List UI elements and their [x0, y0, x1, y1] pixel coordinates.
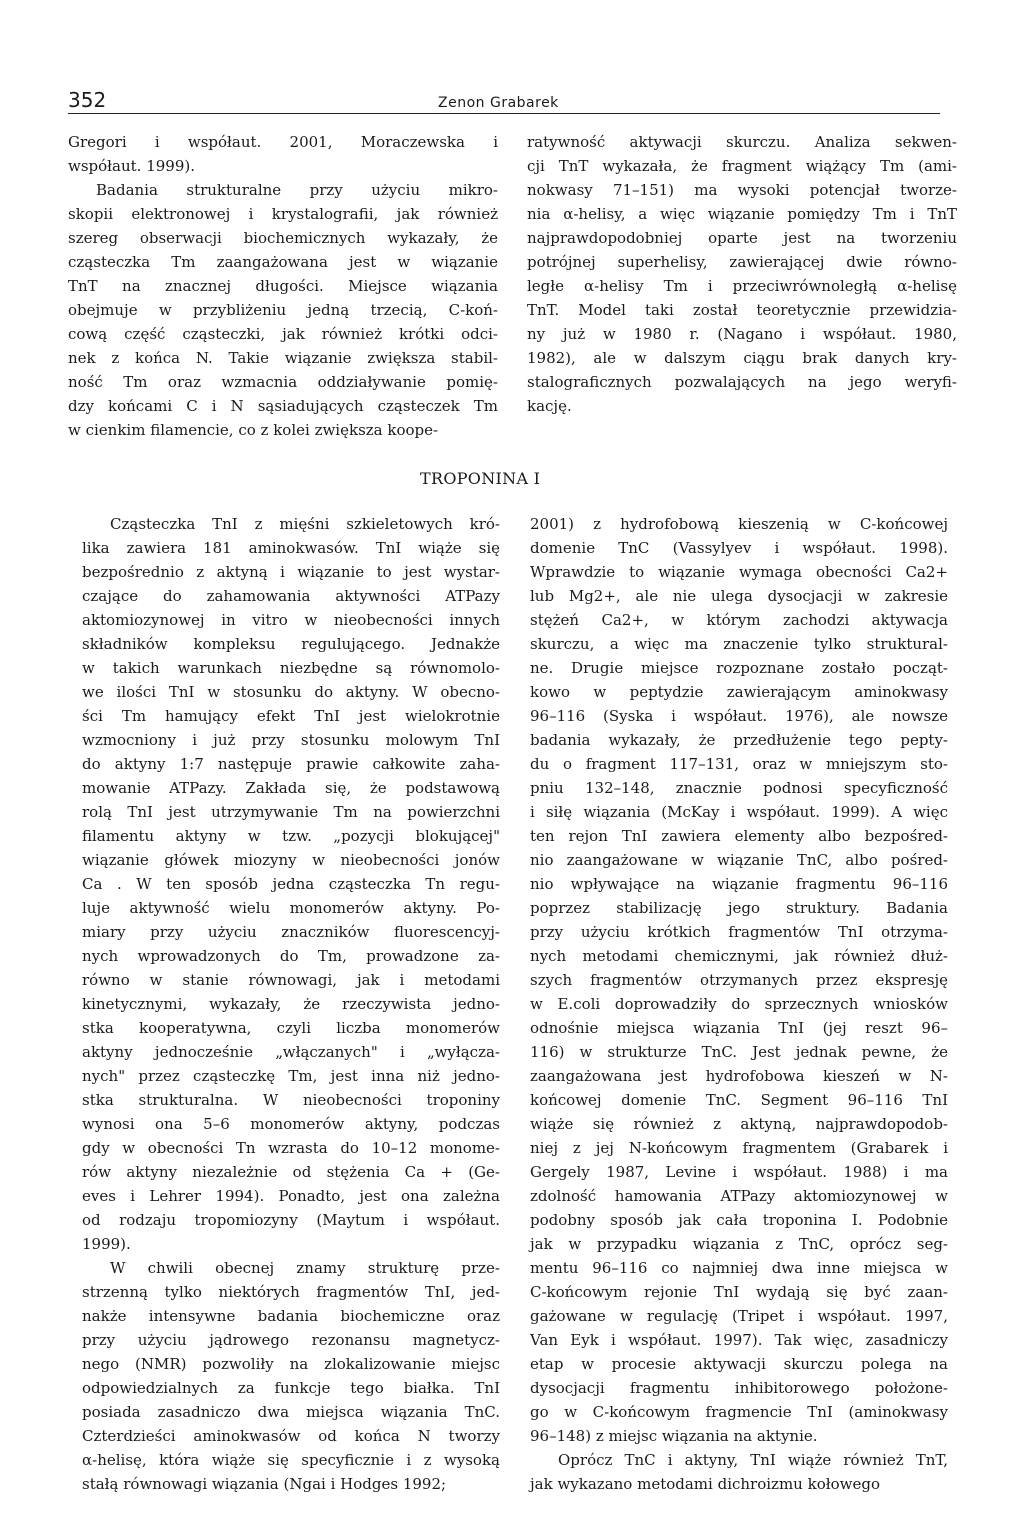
text-line: du o fragment 117–131, oraz w mniejszym sto-	[530, 755, 948, 773]
text-line: filamentu aktyny w tzw. „pozycji blokującej"	[82, 827, 500, 845]
text-line: skurczu, a więc ma znaczenie tylko struktural-	[530, 635, 948, 653]
text-line: obejmuje w przybliżeniu jedną trzecią, C-koń-	[68, 301, 498, 319]
text-line: Gergely 1987, Levine i współaut. 1988) i ma	[530, 1163, 948, 1181]
text-line: 1999).	[82, 1235, 131, 1253]
text-line: aktyny jednocześnie „włączanych" i „wyłącza-	[82, 1043, 500, 1061]
text-line: czające do zahamowania aktywności ATPazy	[82, 587, 500, 605]
column-top-right	[527, 130, 957, 418]
text-line: ległe α-helisy Tm i przeciwrównoległą α-helisę	[527, 277, 957, 295]
text-line: do aktyny 1:7 następuje prawie całkowite zaha-	[82, 755, 500, 773]
text-line: nokwasy 71–151) ma wysoki potencjał tworze-	[527, 181, 957, 199]
text-line: lika zawiera 181 aminokwasów. TnI wiąże się	[82, 539, 500, 557]
text-line: rolą TnI jest utrzymywanie Tm na powierzchni	[82, 803, 500, 821]
page-number: 352	[68, 88, 107, 112]
text-line: posiada zasadniczo dwa miejsca wiązania TnC.	[82, 1403, 500, 1421]
text-line: ny już w 1980 r. (Nagano i współaut. 1980,	[527, 325, 957, 343]
text-line: nych" przez cząsteczkę Tm, jest inna niż jedno-	[82, 1067, 500, 1085]
text-line: nio wpływające na wiązanie fragmentu 96–116	[530, 875, 948, 893]
text-line: szych fragmentów otrzymanych przez ekspresję	[530, 971, 948, 989]
text-line: kowo w peptydzie zawierającym aminokwasy	[530, 683, 948, 701]
text-line: ści Tm hamujący efekt TnI jest wielokrotnie	[82, 707, 500, 725]
text-line: ność Tm oraz wzmacnia oddziaływanie pomię-	[68, 373, 498, 391]
text-line: zdolność hamowania ATPazy aktomiozynowej w	[530, 1187, 948, 1205]
text-line: Badania strukturalne przy użyciu mikro-	[96, 181, 498, 199]
text-line: gdy w obecności Tn wzrasta do 10–12 monome-	[82, 1139, 500, 1157]
text-line: wzmocniony i już przy stosunku molowym TnI	[82, 731, 500, 749]
text-line: luje aktywność wielu monomerów aktyny. Po-	[82, 899, 500, 917]
running-head: Zenon Grabarek	[438, 95, 559, 111]
text-line: skopii elektronowej i krystalografii, jak również	[68, 205, 498, 223]
text-line: stałą równowagi wiązania (Ngai i Hodges 1992;	[82, 1475, 447, 1493]
text-line: wynosi ona 5–6 monomerów aktyny, podczas	[82, 1115, 500, 1133]
text-line: stalograficznych pozwalających na jego weryfi-	[527, 373, 957, 391]
column-top-left	[68, 130, 498, 442]
text-line: pniu 132–148, znacznie podnosi specyficzność	[530, 779, 948, 797]
text-line: Ca . W ten sposób jedna cząsteczka Tn regu-	[82, 875, 500, 893]
text-line: najprawdopodobniej oparte jest na tworzeniu	[527, 229, 957, 247]
text-line: W chwili obecnej znamy strukturę prze-	[110, 1259, 500, 1277]
text-line: wiązanie główek miozyny w nieobecności jonów	[82, 851, 500, 869]
text-line: dysocjacji fragmentu inhibitorowego położone-	[530, 1379, 948, 1397]
text-line: aktomiozynowej in vitro w nieobecności innych	[82, 611, 500, 629]
text-line: potrójnej superhelisy, zawierającej dwie równo-	[527, 253, 957, 271]
text-line: mowanie ATPazy. Zakłada się, że podstawową	[82, 779, 500, 797]
text-line: jak wykazano metodami dichroizmu kołowego	[530, 1475, 880, 1493]
text-line: w cienkim filamencie, co z kolei zwiększa koope-	[68, 421, 439, 439]
text-line: składników kompleksu regulującego. Jednakże	[82, 635, 500, 653]
column-bottom-left	[82, 512, 500, 1496]
text-line: 2001) z hydrofobową kieszenią w C-końcowej	[530, 515, 948, 533]
text-line: Wprawdzie to wiązanie wymaga obecności Ca2+	[530, 563, 948, 581]
text-line: cową część cząsteczki, jak również krótki odci-	[68, 325, 498, 343]
text-line: końcowej domenie TnC. Segment 96–116 TnI	[530, 1091, 948, 1109]
text-line: miary przy użyciu znaczników fluorescencyj-	[82, 923, 500, 941]
text-line: cząsteczka Tm zaangażowana jest w wiązanie	[68, 253, 498, 271]
text-line: 96–148) z miejsc wiązania na aktynie.	[530, 1427, 818, 1445]
text-line: równo w stanie równowagi, jak i metodami	[82, 971, 500, 989]
text-line: nia α-helisy, a więc wiązanie pomiędzy Tm i TnT	[527, 205, 957, 223]
text-line: nych metodami chemicznymi, jak również dłuż-	[530, 947, 948, 965]
text-line: podobny sposób jak cała troponina I. Podobnie	[530, 1211, 948, 1229]
text-line: wiąże się również z aktyną, najprawdopodob-	[530, 1115, 948, 1133]
text-line: eves i Lehrer 1994). Ponadto, jest ona zależna	[82, 1187, 500, 1205]
text-line: C-końcowym rejonie TnI wydają się być zaan-	[530, 1283, 948, 1301]
text-line: strzenną tylko niektórych fragmentów TnI, jed-	[82, 1283, 500, 1301]
text-line: ratywność aktywacji skurczu. Analiza sekwen-	[527, 133, 957, 151]
text-line: nio zaangażowane w wiązanie TnC, albo pośred-	[530, 851, 948, 869]
text-line: kację.	[527, 397, 572, 415]
text-line: stka kooperatywna, czyli liczba monomerów	[82, 1019, 500, 1037]
text-line: domenie TnC (Vassylyev i współaut. 1998).	[530, 539, 948, 557]
text-line: ne. Drugie miejsce rozpoznane zostało począt-	[530, 659, 948, 677]
text-line: zaangażowana jest hydrofobowa kieszeń w N-	[530, 1067, 948, 1085]
text-line: 116) w strukturze TnC. Jest jednak pewne, że	[530, 1043, 948, 1061]
text-line: poprzez stabilizację jego struktury. Badania	[530, 899, 948, 917]
text-line: odnośnie miejsca wiązania TnI (jej reszt 96–	[530, 1019, 948, 1037]
text-line: rów aktyny niezależnie od stężenia Ca + (Ge-	[82, 1163, 500, 1181]
text-line: Van Eyk i współaut. 1997). Tak więc, zasadniczy	[530, 1331, 948, 1349]
text-line: nych wprowadzonych do Tm, prowadzone za-	[82, 947, 500, 965]
text-line: jak w przypadku wiązania z TnC, oprócz seg-	[530, 1235, 948, 1253]
text-line: nego (NMR) pozwoliły na zlokalizowanie miejsc	[82, 1355, 500, 1373]
text-line: Cząsteczka TnI z mięśni szkieletowych kró-	[110, 515, 500, 533]
text-line: go w C-końcowym fragmencie TnI (aminokwasy	[530, 1403, 948, 1421]
page-header	[68, 90, 940, 114]
text-line: etap w procesie aktywacji skurczu polega na	[530, 1355, 948, 1373]
text-line: Gregori i współaut. 2001, Moraczewska i	[68, 133, 498, 151]
header-rule	[68, 113, 940, 114]
text-line: w E.coli doprowadziły do sprzecznych wniosków	[530, 995, 948, 1013]
text-line: ten rejon TnI zawiera elementy albo bezpośred-	[530, 827, 948, 845]
text-line: przy użyciu krótkich fragmentów TnI otrzyma-	[530, 923, 948, 941]
text-line: od rodzaju tropomiozyny (Maytum i współaut.	[82, 1211, 500, 1229]
text-line: niej z jej N-końcowym fragmentem (Grabarek i	[530, 1139, 948, 1157]
text-line: 1982), ale w dalszym ciągu brak danych kry-	[527, 349, 957, 367]
text-line: przy użyciu jądrowego rezonansu magnetycz-	[82, 1331, 500, 1349]
text-line: w takich warunkach niezbędne są równomolo-	[82, 659, 500, 677]
text-line: cji TnT wykazała, że fragment wiążący Tm (ami-	[527, 157, 957, 175]
text-line: 96–116 (Syska i współaut. 1976), ale nowsze	[530, 707, 948, 725]
text-line: bezpośrednio z aktyną i wiązanie to jest wystar-	[82, 563, 500, 581]
text-line: kinetycznymi, wykazały, że rzeczywista jedno-	[82, 995, 500, 1013]
text-line: Oprócz TnC i aktyny, TnI wiąże również TnT,	[558, 1451, 948, 1469]
column-bottom-right	[530, 512, 948, 1496]
text-line: dzy końcami C i N sąsiadujących cząsteczek Tm	[68, 397, 498, 415]
text-line: mentu 96–116 co najmniej dwa inne miejsca w	[530, 1259, 948, 1277]
text-line: α-helisę, która wiąże się specyficznie i z wysoką	[82, 1451, 500, 1469]
text-line: TnT na znacznej długości. Miejsce wiązania	[68, 277, 498, 295]
text-line: nek z końca N. Takie wiązanie zwiększa stabil-	[68, 349, 498, 367]
text-line: stka strukturalna. W nieobecności troponiny	[82, 1091, 500, 1109]
text-line: i siłę wiązania (McKay i współaut. 1999). A więc	[530, 803, 948, 821]
text-line: stężeń Ca2+, w którym zachodzi aktywacja	[530, 611, 948, 629]
text-line: odpowiedzialnych za funkcje tego białka. TnI	[82, 1379, 500, 1397]
text-line: gażowane w regulację (Tripet i współaut. 1997,	[530, 1307, 948, 1325]
text-line: lub Mg2+, ale nie ulega dysocjacji w zakresie	[530, 587, 948, 605]
text-line: badania wykazały, że przedłużenie tego pepty-	[530, 731, 948, 749]
text-line: we ilości TnI w stosunku do aktyny. W obecno-	[82, 683, 500, 701]
text-line: Czterdzieści aminokwasów od końca N tworzy	[82, 1427, 500, 1445]
section-heading: TROPONINA I	[420, 469, 541, 488]
text-line: nakże intensywne badania biochemiczne oraz	[82, 1307, 500, 1325]
text-line: TnT. Model taki został teoretycznie przewidzia-	[527, 301, 957, 319]
text-line: współaut. 1999).	[68, 157, 195, 175]
text-line: szereg obserwacji biochemicznych wykazały, że	[68, 229, 498, 247]
